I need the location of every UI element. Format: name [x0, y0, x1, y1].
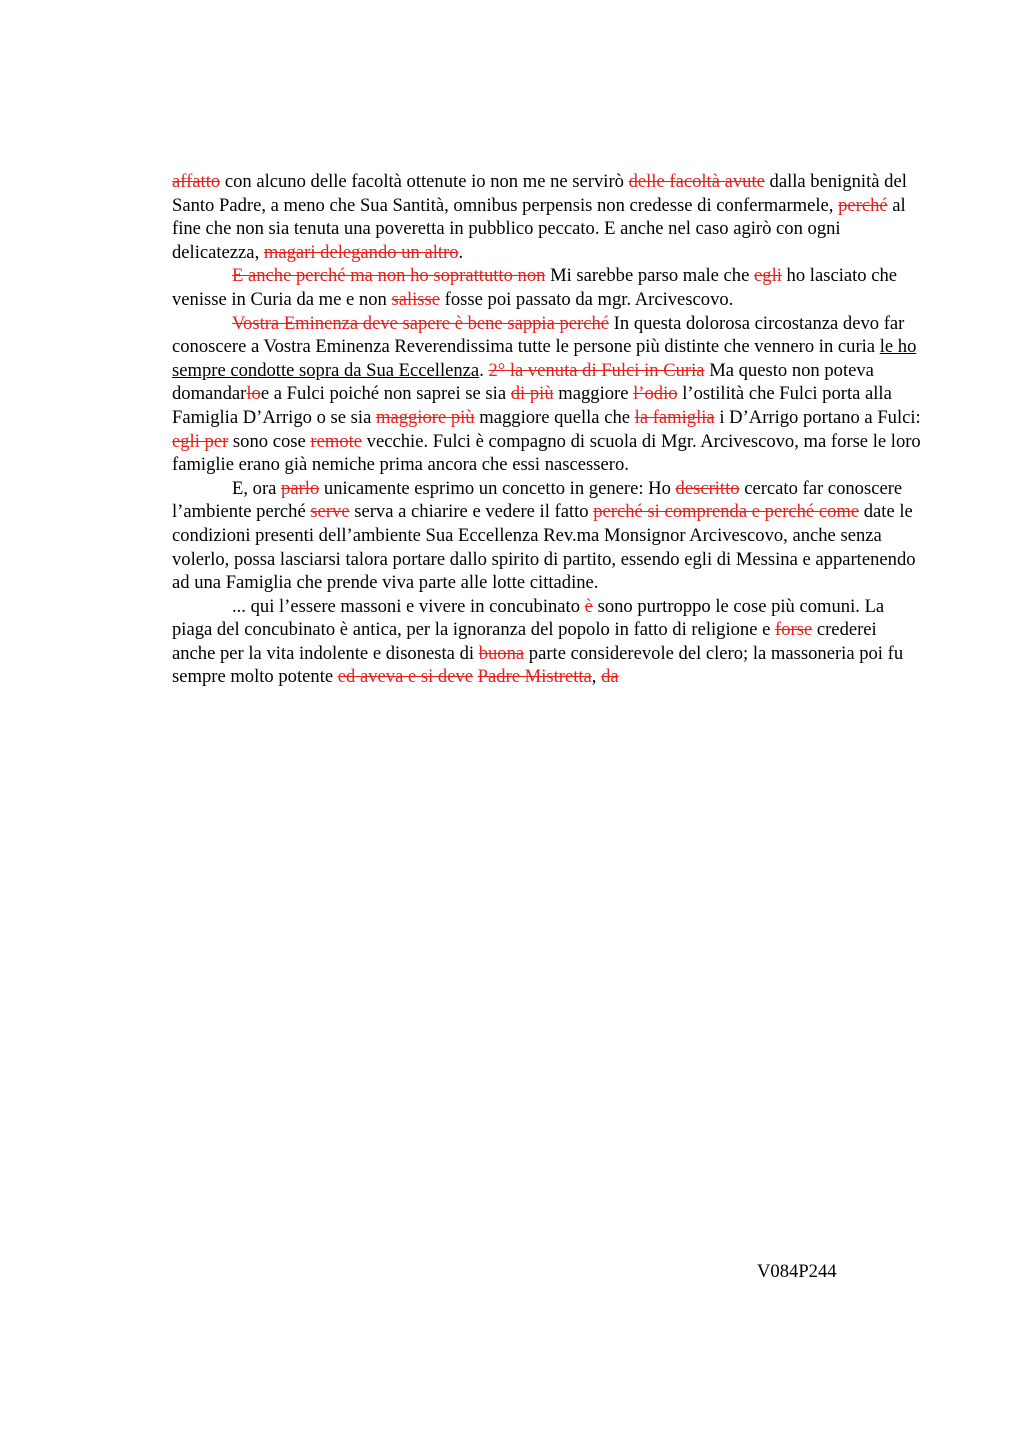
deleted-text: parlo	[281, 477, 320, 499]
deleted-text: l’odio	[633, 383, 678, 405]
deleted-text: forse	[775, 619, 813, 641]
deleted-text: buona	[478, 642, 525, 664]
text-run: sono cose	[228, 430, 311, 452]
text-run: dalla benignità del Santo Padre, a meno che Sua Santità, omnibus perpensis non credesse di confermarmele,	[172, 171, 907, 216]
text-run: crederei anche per la vita indolente e disonesta di	[172, 619, 877, 664]
text-run: ,	[591, 666, 602, 688]
text-run: i D’Arrigo portano a Fulci:	[714, 406, 921, 428]
text-run: unicamente esprimo un concetto in genere: Ho	[319, 477, 676, 499]
deleted-text: da	[601, 666, 619, 688]
deleted-text: E anche perché ma non ho soprattutto non	[232, 265, 546, 287]
text-run: parte considerevole del clero; la massoneria poi fu sempre molto potente	[172, 642, 904, 688]
text-run: serva a chiarire e vedere il fatto	[349, 501, 594, 523]
paragraph	[172, 477, 924, 595]
text-run: l’ostilità che Fulci porta alla Famiglia D’Arrigo o se sia	[172, 383, 892, 428]
paragraph	[172, 264, 924, 311]
text-run: Ma questo non poteva domandar	[172, 359, 874, 405]
underlined-text: le ho sempre condotte sopra da Sua Eccellenza	[172, 336, 917, 381]
deleted-text: lo	[246, 383, 261, 405]
text-run: fosse poi passato da mgr. Arcivescovo.	[440, 288, 734, 310]
deleted-text: serve	[310, 501, 350, 523]
letter-body	[172, 170, 924, 689]
text-run: con alcuno delle facoltà ottenute io non me ne servirò	[220, 171, 629, 192]
text-run: E, ora	[232, 477, 282, 499]
deleted-text: perché si comprenda e perché come	[593, 501, 860, 523]
deleted-text: delle facoltà avute	[628, 171, 765, 192]
deleted-text: descritto	[675, 477, 740, 499]
text-run: Mi sarebbe parso male che	[545, 265, 755, 287]
text-run: ho lasciato che venisse in Curia da me e non	[172, 265, 898, 310]
deleted-text: Padre Mistretta	[477, 666, 592, 688]
text-run: al fine che non sia tenuta una poveretta in pubblico peccato. E anche nel caso agirò con ogni delicatezza,	[172, 194, 906, 263]
text-run: vecchie. Fulci è compagno di scuola di Mgr. Arcivescovo, ma forse le loro famiglie erano già nemiche prima ancora che essi nascessero.	[172, 430, 921, 476]
deleted-text: perché	[838, 194, 888, 216]
deleted-text: egli	[754, 265, 782, 287]
deleted-text: remote	[310, 430, 363, 452]
deleted-text: ed aveva e si deve	[337, 666, 474, 688]
paragraph	[172, 595, 924, 689]
deleted-text: la famiglia	[634, 406, 715, 428]
deleted-text: di più	[510, 383, 554, 405]
text-run: .	[458, 241, 464, 263]
text-run: ... qui l’essere massoni e vivere in concubinato	[232, 595, 585, 617]
deleted-text: egli per	[172, 430, 229, 452]
paragraph	[172, 170, 924, 264]
text-run: In questa dolorosa circostanza devo far conoscere a Vostra Eminenza Reverendissima tutte le persone più distinte che vennero in curia	[172, 312, 905, 358]
text-run: cercato far conoscere l’ambiente perché	[172, 477, 903, 523]
deleted-text: maggiore più	[375, 406, 475, 428]
text-run: maggiore	[553, 383, 634, 405]
deleted-text: affatto	[172, 171, 221, 192]
deleted-text: magari delegando un altro	[263, 241, 459, 263]
page-code: V084P244	[757, 1261, 837, 1282]
deleted-text: 2° la venuta di Fulci in Curia	[488, 359, 705, 381]
paragraph	[172, 312, 924, 477]
text-run: date le condizioni presenti dell’ambiente Sua Eccellenza Rev.ma Monsignor Arcivescovo, anche senza volerlo, possa lasciarsi talora portare dallo spirito di partito, essendo egli di Messina e appartenendo ad una Famiglia che prende viva parte alle lotte cittadine.	[172, 501, 916, 594]
text-run: maggiore quella che	[474, 406, 635, 428]
deleted-text: salisse	[391, 288, 441, 310]
text-run: sono purtroppo le cose più comuni. La piaga del concubinato è antica, per la ignoranza del popolo in fatto di religione e	[172, 595, 885, 641]
deleted-text: Vostra Eminenza deve sapere è bene sappia perché	[232, 312, 610, 334]
text-run: e a Fulci poiché non saprei se sia	[260, 383, 511, 405]
text-run: .	[479, 359, 489, 381]
deleted-text: è	[584, 595, 593, 617]
